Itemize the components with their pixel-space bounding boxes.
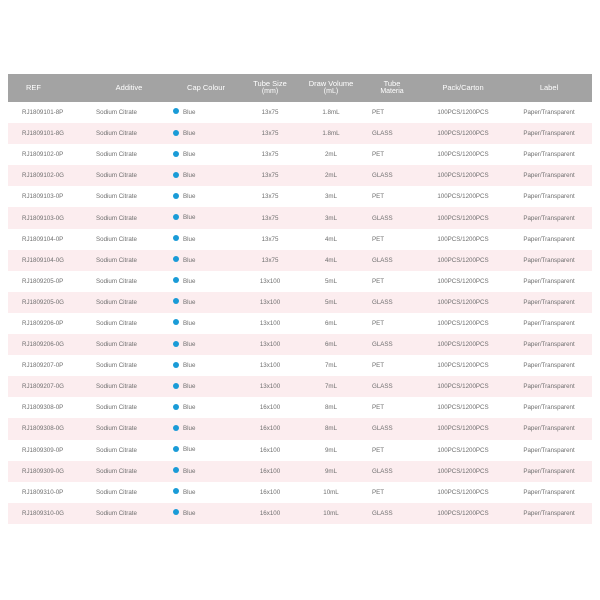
header-tube-size bbox=[242, 74, 298, 102]
header-ref-label: REF bbox=[26, 83, 41, 92]
tube-material-cell: GLASS bbox=[372, 509, 393, 517]
tube-size-cell: 13x75 bbox=[261, 193, 279, 201]
tube-size-cell: 13x100 bbox=[259, 319, 281, 327]
table-row bbox=[8, 397, 592, 418]
draw-volume-cell: 6mL bbox=[324, 341, 338, 349]
label-cell: Paper/Transparent bbox=[523, 383, 575, 391]
table-body bbox=[8, 102, 592, 524]
ref-cell: RJ1809206-0P bbox=[22, 319, 64, 327]
cap-colour-label: Blue bbox=[183, 467, 196, 475]
cap-colour-label: Blue bbox=[183, 256, 196, 264]
pack-carton-cell: 100PCS/1200PCS bbox=[437, 319, 489, 327]
cap-colour-label: Blue bbox=[183, 151, 196, 159]
pack-carton-cell: 100PCS/1200PCS bbox=[437, 341, 489, 349]
ref-cell: RJ1809206-0G bbox=[22, 341, 64, 349]
additive-cell: Sodium Citrate bbox=[96, 130, 137, 138]
label-cell: Paper/Transparent bbox=[523, 277, 575, 285]
cap-colour-label: Blue bbox=[183, 446, 196, 454]
draw-volume-cell: 5mL bbox=[324, 298, 338, 306]
table-row bbox=[8, 376, 592, 397]
table-row bbox=[8, 165, 592, 186]
cap-colour-cell bbox=[170, 165, 242, 186]
table-row bbox=[8, 186, 592, 207]
cap-colour-label: Blue bbox=[183, 130, 196, 138]
table-row bbox=[8, 271, 592, 292]
cap-colour-label: Blue bbox=[183, 319, 196, 327]
label-cell: Paper/Transparent bbox=[523, 172, 575, 180]
additive-cell: Sodium Citrate bbox=[96, 446, 137, 454]
table-row bbox=[8, 418, 592, 439]
tube-size-cell: 13x75 bbox=[261, 256, 279, 264]
cap-colour-dot-icon bbox=[173, 319, 179, 325]
cap-colour-cell bbox=[170, 123, 242, 144]
header-draw-volume bbox=[298, 74, 364, 102]
additive-cell: Sodium Citrate bbox=[96, 172, 137, 180]
header-draw-volume-unit: (mL) bbox=[323, 88, 339, 95]
cap-colour-dot-icon bbox=[173, 235, 179, 241]
header-label bbox=[506, 74, 592, 102]
ref-cell: RJ1809308-0G bbox=[22, 425, 64, 433]
draw-volume-cell: 2mL bbox=[324, 172, 338, 180]
tube-material-cell: GLASS bbox=[372, 383, 393, 391]
cap-colour-label: Blue bbox=[183, 425, 196, 433]
product-table bbox=[8, 74, 592, 524]
tube-material-cell: PET bbox=[372, 151, 385, 159]
pack-carton-cell: 100PCS/1200PCS bbox=[437, 425, 489, 433]
table-header-row bbox=[8, 74, 592, 102]
cap-colour-cell bbox=[170, 503, 242, 524]
cap-colour-label: Blue bbox=[183, 193, 196, 201]
tube-material-cell: PET bbox=[372, 488, 385, 496]
tube-material-cell: GLASS bbox=[372, 256, 393, 264]
draw-volume-cell: 5mL bbox=[324, 277, 338, 285]
pack-carton-cell: 100PCS/1200PCS bbox=[437, 277, 489, 285]
pack-carton-cell: 100PCS/1200PCS bbox=[437, 509, 489, 517]
tube-material-cell: GLASS bbox=[372, 425, 393, 433]
ref-cell: RJ1809207-0P bbox=[22, 362, 64, 370]
pack-carton-cell: 100PCS/1200PCS bbox=[437, 404, 489, 412]
label-cell: Paper/Transparent bbox=[523, 151, 575, 159]
table-row bbox=[8, 229, 592, 250]
table-row bbox=[8, 440, 592, 461]
tube-material-cell: PET bbox=[372, 319, 385, 327]
table-row bbox=[8, 123, 592, 144]
draw-volume-cell: 9mL bbox=[324, 467, 338, 475]
label-cell: Paper/Transparent bbox=[523, 362, 575, 370]
tube-size-cell: 16x100 bbox=[259, 425, 281, 433]
draw-volume-cell: 6mL bbox=[324, 319, 338, 327]
cap-colour-label: Blue bbox=[183, 362, 196, 370]
ref-cell: RJ1809102-0P bbox=[22, 151, 64, 159]
tube-material-cell: GLASS bbox=[372, 298, 393, 306]
cap-colour-dot-icon bbox=[173, 362, 179, 368]
tube-size-cell: 13x75 bbox=[261, 151, 279, 159]
tube-size-cell: 13x100 bbox=[259, 277, 281, 285]
draw-volume-cell: 1.8mL bbox=[322, 109, 340, 117]
cap-colour-dot-icon bbox=[173, 214, 179, 220]
cap-colour-label: Blue bbox=[183, 277, 196, 285]
label-cell: Paper/Transparent bbox=[523, 341, 575, 349]
draw-volume-cell: 4mL bbox=[324, 256, 338, 264]
draw-volume-cell: 7mL bbox=[324, 362, 338, 370]
tube-material-cell: GLASS bbox=[372, 467, 393, 475]
cap-colour-cell bbox=[170, 102, 242, 123]
pack-carton-cell: 100PCS/1200PCS bbox=[437, 235, 489, 243]
tube-size-cell: 13x75 bbox=[261, 109, 279, 117]
additive-cell: Sodium Citrate bbox=[96, 362, 137, 370]
header-label-label: Label bbox=[539, 83, 559, 92]
cap-colour-label: Blue bbox=[183, 108, 196, 116]
draw-volume-cell: 1.8mL bbox=[322, 130, 340, 138]
additive-cell: Sodium Citrate bbox=[96, 193, 137, 201]
cap-colour-dot-icon bbox=[173, 488, 179, 494]
tube-size-cell: 13x100 bbox=[259, 383, 281, 391]
pack-carton-cell: 100PCS/1200PCS bbox=[437, 467, 489, 475]
pack-carton-cell: 100PCS/1200PCS bbox=[437, 109, 489, 117]
cap-colour-dot-icon bbox=[173, 298, 179, 304]
cap-colour-cell bbox=[170, 229, 242, 250]
tube-size-cell: 13x75 bbox=[261, 130, 279, 138]
tube-size-cell: 13x100 bbox=[259, 362, 281, 370]
ref-cell: RJ1809310-0G bbox=[22, 509, 64, 517]
pack-carton-cell: 100PCS/1200PCS bbox=[437, 298, 489, 306]
ref-cell: RJ1809308-0P bbox=[22, 404, 64, 412]
cap-colour-label: Blue bbox=[183, 235, 196, 243]
cap-colour-cell bbox=[170, 313, 242, 334]
cap-colour-cell bbox=[170, 207, 242, 228]
header-tube-material-line1: Tube bbox=[383, 79, 401, 88]
cap-colour-dot-icon bbox=[173, 341, 179, 347]
additive-cell: Sodium Citrate bbox=[96, 277, 137, 285]
header-tube-size-label: Tube Size bbox=[253, 79, 287, 88]
table-row bbox=[8, 250, 592, 271]
header-cap-colour-label: Cap Colour bbox=[187, 83, 225, 92]
header-tube-size-unit: (mm) bbox=[261, 88, 279, 95]
ref-cell: RJ1809104-0P bbox=[22, 235, 64, 243]
draw-volume-cell: 2mL bbox=[324, 151, 338, 159]
draw-volume-cell: 10mL bbox=[323, 509, 339, 517]
cap-colour-dot-icon bbox=[173, 446, 179, 452]
pack-carton-cell: 100PCS/1200PCS bbox=[437, 362, 489, 370]
draw-volume-cell: 3mL bbox=[324, 214, 338, 222]
additive-cell: Sodium Citrate bbox=[96, 109, 137, 117]
table-row bbox=[8, 461, 592, 482]
table-row bbox=[8, 334, 592, 355]
pack-carton-cell: 100PCS/1200PCS bbox=[437, 214, 489, 222]
cap-colour-dot-icon bbox=[173, 108, 179, 114]
cap-colour-dot-icon bbox=[173, 404, 179, 410]
header-draw-volume-label: Draw Volume bbox=[308, 79, 354, 88]
header-tube-material bbox=[364, 74, 420, 102]
label-cell: Paper/Transparent bbox=[523, 109, 575, 117]
tube-material-cell: GLASS bbox=[372, 214, 393, 222]
ref-cell: RJ1809310-0P bbox=[22, 488, 64, 496]
additive-cell: Sodium Citrate bbox=[96, 467, 137, 475]
cap-colour-cell bbox=[170, 271, 242, 292]
pack-carton-cell: 100PCS/1200PCS bbox=[437, 383, 489, 391]
label-cell: Paper/Transparent bbox=[523, 235, 575, 243]
product-table-container bbox=[8, 74, 592, 524]
draw-volume-cell: 9mL bbox=[324, 446, 338, 454]
label-cell: Paper/Transparent bbox=[523, 214, 575, 222]
cap-colour-cell bbox=[170, 440, 242, 461]
label-cell: Paper/Transparent bbox=[523, 446, 575, 454]
tube-material-cell: GLASS bbox=[372, 130, 393, 138]
label-cell: Paper/Transparent bbox=[523, 193, 575, 201]
cap-colour-cell bbox=[170, 250, 242, 271]
label-cell: Paper/Transparent bbox=[523, 467, 575, 475]
cap-colour-dot-icon bbox=[173, 151, 179, 157]
pack-carton-cell: 100PCS/1200PCS bbox=[437, 130, 489, 138]
cap-colour-label: Blue bbox=[183, 383, 196, 391]
header-additive bbox=[88, 74, 170, 102]
cap-colour-cell bbox=[170, 186, 242, 207]
tube-size-cell: 13x75 bbox=[261, 172, 279, 180]
draw-volume-cell: 7mL bbox=[324, 383, 338, 391]
cap-colour-label: Blue bbox=[183, 404, 196, 412]
tube-material-cell: PET bbox=[372, 362, 385, 370]
cap-colour-label: Blue bbox=[183, 488, 196, 496]
pack-carton-cell: 100PCS/1200PCS bbox=[437, 256, 489, 264]
header-pack-carton bbox=[420, 74, 506, 102]
ref-cell: RJ1809103-0G bbox=[22, 214, 64, 222]
pack-carton-cell: 100PCS/1200PCS bbox=[437, 446, 489, 454]
cap-colour-dot-icon bbox=[173, 193, 179, 199]
label-cell: Paper/Transparent bbox=[523, 488, 575, 496]
ref-cell: RJ1809101-8G bbox=[22, 130, 64, 138]
ref-cell: RJ1809205-0G bbox=[22, 298, 64, 306]
ref-cell: RJ1809309-0G bbox=[22, 467, 64, 475]
cap-colour-cell bbox=[170, 376, 242, 397]
ref-cell: RJ1809101-8P bbox=[22, 109, 64, 117]
ref-cell: RJ1809103-0P bbox=[22, 193, 64, 201]
ref-cell: RJ1809104-0G bbox=[22, 256, 64, 264]
header-additive-label: Additive bbox=[115, 83, 143, 92]
table-row bbox=[8, 313, 592, 334]
cap-colour-label: Blue bbox=[183, 341, 196, 348]
label-cell: Paper/Transparent bbox=[523, 298, 575, 306]
table-row bbox=[8, 482, 592, 503]
label-cell: Paper/Transparent bbox=[523, 404, 575, 412]
cap-colour-label: Blue bbox=[183, 214, 196, 222]
additive-cell: Sodium Citrate bbox=[96, 509, 137, 517]
cap-colour-dot-icon bbox=[173, 383, 179, 389]
tube-size-cell: 16x100 bbox=[259, 446, 281, 454]
cap-colour-cell bbox=[170, 482, 242, 503]
cap-colour-cell bbox=[170, 397, 242, 418]
tube-size-cell: 13x75 bbox=[261, 235, 279, 243]
additive-cell: Sodium Citrate bbox=[96, 319, 137, 327]
tube-size-cell: 13x100 bbox=[259, 341, 281, 349]
cap-colour-cell bbox=[170, 355, 242, 376]
label-cell: Paper/Transparent bbox=[523, 130, 575, 138]
tube-size-cell: 13x75 bbox=[261, 214, 279, 222]
ref-cell: RJ1809102-0G bbox=[22, 172, 64, 180]
pack-carton-cell: 100PCS/1200PCS bbox=[437, 193, 489, 201]
ref-cell: RJ1809205-0P bbox=[22, 277, 64, 285]
additive-cell: Sodium Citrate bbox=[96, 235, 137, 243]
cap-colour-cell bbox=[170, 334, 242, 355]
pack-carton-cell: 100PCS/1200PCS bbox=[437, 151, 489, 159]
cap-colour-dot-icon bbox=[173, 467, 179, 473]
header-cap-colour bbox=[170, 74, 242, 102]
cap-colour-dot-icon bbox=[173, 509, 179, 515]
table-row bbox=[8, 144, 592, 165]
cap-colour-label: Blue bbox=[183, 172, 196, 180]
tube-size-cell: 16x100 bbox=[259, 404, 281, 412]
cap-colour-dot-icon bbox=[173, 425, 179, 431]
cap-colour-cell bbox=[170, 418, 242, 439]
draw-volume-cell: 8mL bbox=[324, 425, 338, 433]
additive-cell: Sodium Citrate bbox=[96, 256, 137, 264]
additive-cell: Sodium Citrate bbox=[96, 151, 137, 159]
additive-cell: Sodium Citrate bbox=[96, 425, 137, 433]
table-row bbox=[8, 503, 592, 524]
cap-colour-dot-icon bbox=[173, 172, 179, 178]
additive-cell: Sodium Citrate bbox=[96, 214, 137, 222]
additive-cell: Sodium Citrate bbox=[96, 383, 137, 391]
tube-material-cell: GLASS bbox=[372, 172, 393, 180]
cap-colour-dot-icon bbox=[173, 277, 179, 283]
tube-material-cell: PET bbox=[372, 109, 385, 117]
tube-material-cell: PET bbox=[372, 404, 385, 412]
tube-size-cell: 16x100 bbox=[259, 467, 281, 475]
tube-material-cell: PET bbox=[372, 193, 385, 201]
label-cell: Paper/Transparent bbox=[523, 319, 575, 327]
header-ref bbox=[8, 74, 88, 102]
cap-colour-cell bbox=[170, 144, 242, 165]
table-row bbox=[8, 207, 592, 228]
header-tube-material-line2: Materia bbox=[380, 88, 404, 95]
table-row bbox=[8, 292, 592, 313]
cap-colour-label: Blue bbox=[183, 509, 196, 517]
tube-size-cell: 16x100 bbox=[259, 509, 281, 517]
table-header bbox=[8, 74, 592, 102]
header-pack-carton-label: Pack/Carton bbox=[442, 83, 484, 92]
tube-material-cell: PET bbox=[372, 446, 385, 454]
table-row bbox=[8, 102, 592, 123]
additive-cell: Sodium Citrate bbox=[96, 404, 137, 412]
tube-material-cell: PET bbox=[372, 235, 385, 243]
label-cell: Paper/Transparent bbox=[523, 256, 575, 264]
draw-volume-cell: 8mL bbox=[324, 404, 338, 412]
pack-carton-cell: 100PCS/1200PCS bbox=[437, 172, 489, 180]
cap-colour-cell bbox=[170, 461, 242, 482]
cap-colour-label: Blue bbox=[183, 298, 196, 306]
tube-size-cell: 13x100 bbox=[259, 298, 281, 306]
additive-cell: Sodium Citrate bbox=[96, 341, 137, 349]
draw-volume-cell: 3mL bbox=[324, 193, 338, 201]
tube-material-cell: GLASS bbox=[372, 341, 393, 349]
tube-size-cell: 16x100 bbox=[259, 488, 281, 496]
additive-cell: Sodium Citrate bbox=[96, 488, 137, 496]
tube-material-cell: PET bbox=[372, 277, 385, 285]
label-cell: Paper/Transparent bbox=[523, 425, 575, 433]
additive-cell: Sodium Citrate bbox=[96, 298, 137, 306]
table-row bbox=[8, 355, 592, 376]
cap-colour-cell bbox=[170, 292, 242, 313]
ref-cell: RJ1809207-0G bbox=[22, 383, 64, 391]
cap-colour-dot-icon bbox=[173, 256, 179, 262]
pack-carton-cell: 100PCS/1200PCS bbox=[437, 488, 489, 496]
draw-volume-cell: 10mL bbox=[323, 488, 339, 496]
draw-volume-cell: 4mL bbox=[324, 235, 338, 243]
cap-colour-dot-icon bbox=[173, 130, 179, 136]
ref-cell: RJ1809309-0P bbox=[22, 446, 64, 454]
label-cell: Paper/Transparent bbox=[523, 509, 575, 517]
